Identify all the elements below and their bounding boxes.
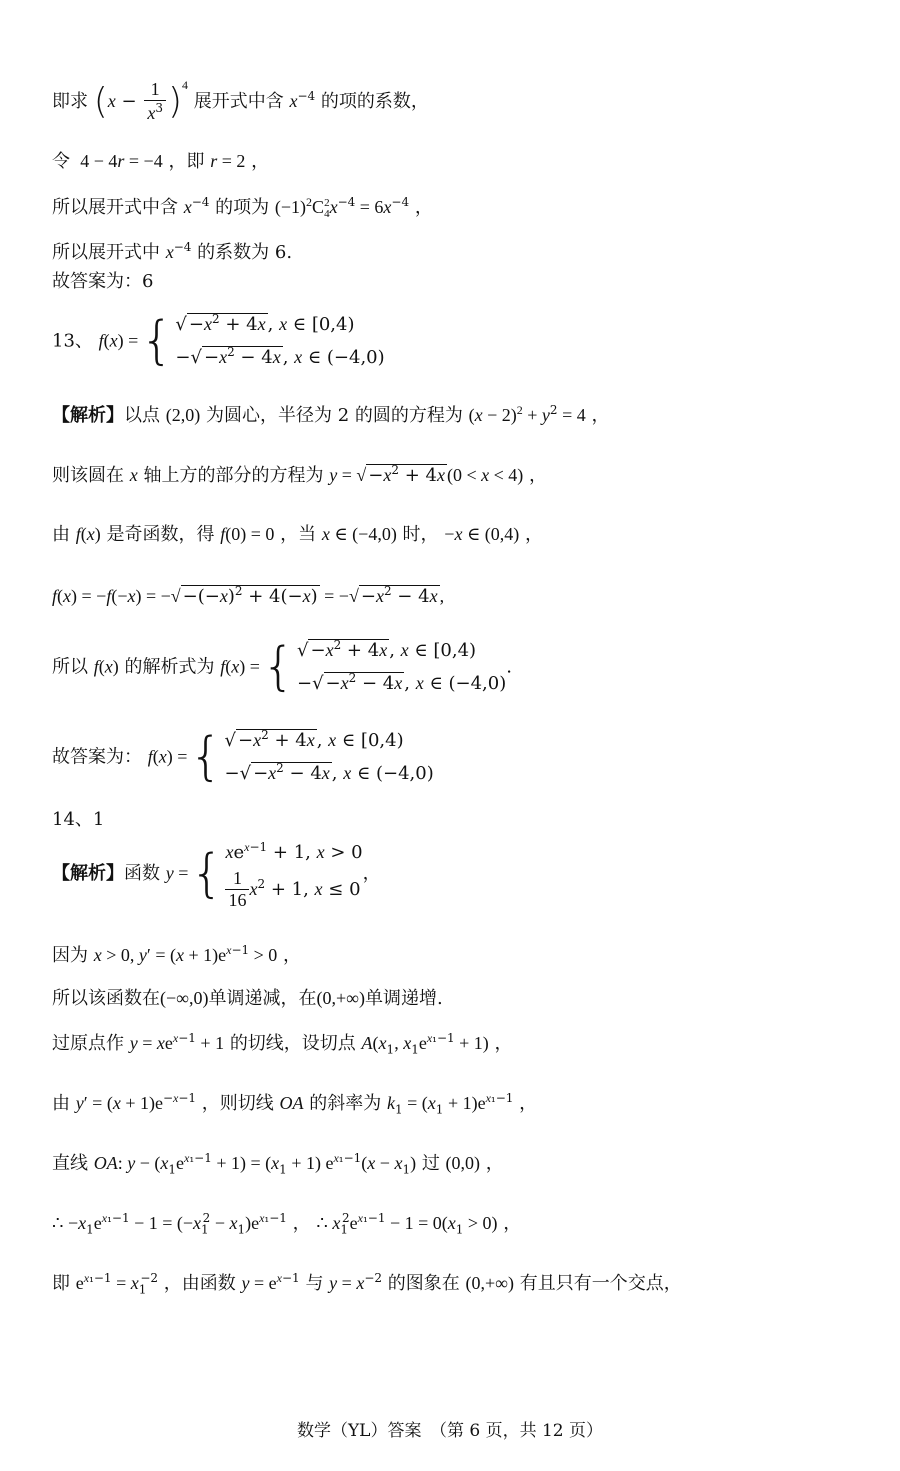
line-2: 令 4 − 4r = −4 ，即 r = 2 ， — [52, 151, 270, 172]
page-footer: 数学（YL）答案 （第 6 页，共 12 页） — [296, 1421, 604, 1441]
line-17: 过原点作 $y = xe^{x-1} + 1$ 的切线，设切点 $A(x_1$, $x_1e^{x_1-1} + 1$) ， — [52, 1031, 513, 1057]
line-16: 所以该函数在(−∞,0)单调递减，在(0,+∞)单调递增. — [52, 988, 443, 1009]
line-21: 即 $e^{x_1-1} = x_1^{-2}$ ，由函数 $y = e^{x-1}$ 与 $y = x^{-2}$ 的图象在 (0,+∞) 有且只有一个交点， — [52, 1271, 682, 1297]
line-14: 【解析】函数 y ={ $xe^{x-1} + 1$, x > 0 $\frac{1}{16}$ $x^2 + 1$, x ≤ 0 ， — [52, 840, 381, 911]
line-10: f(x) = −f(−x) = −√ $-(-x)^2 + 4(-x)$ = −√ $-x^2 - 4x$ , — [52, 584, 445, 607]
line-11: 所以 f(x) 的解析式为 f(x) ={ √ $-x^2 + 4x$ , x ∈ [0,4) −√ $-x^2 - 4x$ , x ∈ (−4,0) . — [52, 637, 512, 698]
line-9: 由 f(x) 是奇函数，得 f(0) = 0 ，当 x ∈ (−4,0) 时， −x ∈ (0,4) ， — [52, 524, 543, 545]
line-7: 【解析】以点 (2,0) 为圆心，半径为 2 的圆的方程为 $(x - 2)^2 + y^2 = 4$ ， — [52, 403, 610, 426]
line-19: 直线 OA: $y - (x_1e^{x_1-1} + 1) = (x_1 + 1) e^{x_1-1}(x - x_1)$ 过 (0,0) ， — [52, 1151, 504, 1177]
line-8: 则该圆在 x 轴上方的部分的方程为 y = √ $-x^2 + 4x$ (0 < x < 4) ， — [52, 463, 547, 486]
line-13: 14、1 — [52, 809, 105, 830]
line-15: 因为 x > 0, $y' = (x + 1)e^{x-1} > 0$ ， — [52, 943, 302, 966]
line-20: ∴ $-x_1e^{x_1-1} - 1 = (-x_1^2 - x_1)e^{x_1-1}$ ， ∴ $x_1^2e^{x_1-1} - 1 = 0(x_1 > 0)$ ， — [52, 1211, 522, 1237]
line-6: 13、 f(x) ={ √ $-x^2 + 4x$ , x ∈ [0,4) −√ $-x^2 - 4x$ , x ∈ (−4,0) — [52, 311, 385, 372]
line-12: 故答案为： f(x) ={ √ $-x^2 + 4x$ , x ∈ [0,4) −√ $-x^2 - 4x$ , x ∈ (−4,0) — [52, 727, 434, 788]
line-5: 故答案为：6 — [52, 271, 154, 292]
line-18: 由 $y' = (x + 1)e^{-x-1}$ ，则切线 OA 的斜率为 $k_1 = (x_1 + 1)e^{x_1-1}$ ， — [52, 1091, 538, 1117]
line-1: 即求 (x − $\frac{1}{x^3}$ )$^4$ 展开式中含 $x^{-4}$ 的项的系数， — [52, 78, 429, 123]
line-4: 所以展开式中 $x^{-4}$ 的系数为 6. — [52, 240, 293, 263]
line-3: 所以展开式中含 $x^{-4}$ 的项为 $(-1)^2C$ 2 4 $x^{-4} = 6x^{-4}$ ， — [52, 195, 433, 220]
